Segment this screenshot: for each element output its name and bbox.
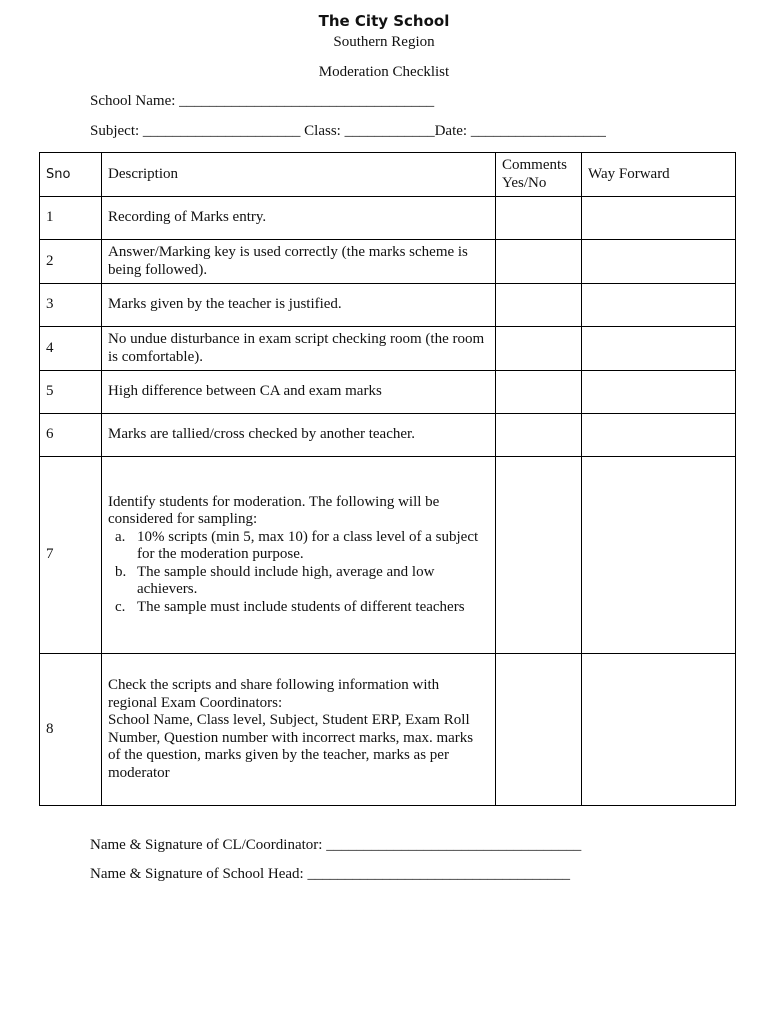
row-sno: 7	[40, 457, 102, 654]
comments-cell	[496, 197, 582, 240]
way-forward-cell	[582, 284, 736, 327]
row-description: No undue disturbance in exam script checking room (the room is comfortable).	[102, 327, 496, 371]
list-item	[108, 564, 489, 599]
header-comments-line1: Comments	[502, 157, 568, 173]
subject-class-date-field: Subject: _____________________ Class: ____________Date: __________________	[90, 123, 606, 139]
row-description: High difference between CA and exam marks	[102, 371, 496, 414]
table-row	[40, 457, 736, 654]
list-item	[108, 529, 489, 564]
row-description-detail: School Name, Class level, Subject, Student ERP, Exam Roll Number, Question number with incorrect marks, max. marks of the question, marks given by the teacher, marks as per moderator	[108, 712, 474, 781]
row-description	[102, 654, 496, 806]
row-sno: 8	[40, 654, 102, 806]
table-row	[40, 327, 736, 371]
school-name-field: School Name: __________________________________	[90, 93, 435, 109]
table-row	[40, 240, 736, 284]
way-forward-cell	[582, 240, 736, 284]
row-description	[102, 457, 496, 654]
school-title: The City School	[318, 12, 450, 30]
row-description: Marks are tallied/cross checked by another teacher.	[102, 414, 496, 457]
table-header-row	[40, 153, 736, 197]
table-row	[40, 284, 736, 327]
way-forward-cell	[582, 197, 736, 240]
moderation-checklist-table	[39, 152, 736, 806]
row-description-intro: Check the scripts and share following information with regional Exam Coordinators:	[108, 677, 440, 711]
sampling-criteria-list	[108, 529, 489, 617]
row-sno: 2	[40, 240, 102, 284]
comments-cell	[496, 457, 582, 654]
way-forward-cell	[582, 327, 736, 371]
list-marker: a.	[115, 528, 126, 545]
row-description-intro: Identify students for moderation. The following will be considered for sampling:	[108, 493, 440, 528]
header-description: Description	[102, 153, 496, 197]
way-forward-cell	[582, 414, 736, 457]
way-forward-cell	[582, 371, 736, 414]
row-sno: 5	[40, 371, 102, 414]
header-sno: Sno	[40, 153, 102, 197]
list-item-text: 10% scripts (min 5, max 10) for a class level of a subject for the moderation purpose.	[137, 528, 479, 563]
row-sno: 4	[40, 327, 102, 371]
row-description: Marks given by the teacher is justified.	[102, 284, 496, 327]
comments-cell	[496, 327, 582, 371]
header-comments-line2: Yes/No	[502, 174, 547, 191]
document-heading: Moderation Checklist	[318, 64, 450, 80]
row-description: Answer/Marking key is used correctly (the marks scheme is being followed).	[102, 240, 496, 284]
header-way-forward: Way Forward	[582, 153, 736, 197]
comments-cell	[496, 240, 582, 284]
table-row	[40, 371, 736, 414]
list-marker: b.	[115, 563, 127, 580]
table-row	[40, 654, 736, 806]
row-sno: 1	[40, 197, 102, 240]
way-forward-cell	[582, 457, 736, 654]
row-description: Recording of Marks entry.	[102, 197, 496, 240]
coordinator-signature-line: Name & Signature of CL/Coordinator: __________________________________	[90, 837, 582, 853]
list-marker: c.	[115, 598, 126, 615]
school-head-signature-line: Name & Signature of School Head: ___________________________________	[90, 866, 570, 882]
table-row	[40, 197, 736, 240]
table-row	[40, 414, 736, 457]
comments-cell	[496, 371, 582, 414]
header-comments	[496, 153, 582, 197]
row-sno: 3	[40, 284, 102, 327]
list-item-text: The sample must include students of different teachers	[137, 598, 465, 615]
comments-cell	[496, 414, 582, 457]
region-subtitle: Southern Region	[333, 34, 435, 50]
comments-cell	[496, 654, 582, 806]
way-forward-cell	[582, 654, 736, 806]
list-item	[108, 599, 489, 617]
comments-cell	[496, 284, 582, 327]
list-item-text: The sample should include high, average and low achievers.	[137, 563, 435, 598]
row-sno: 6	[40, 414, 102, 457]
